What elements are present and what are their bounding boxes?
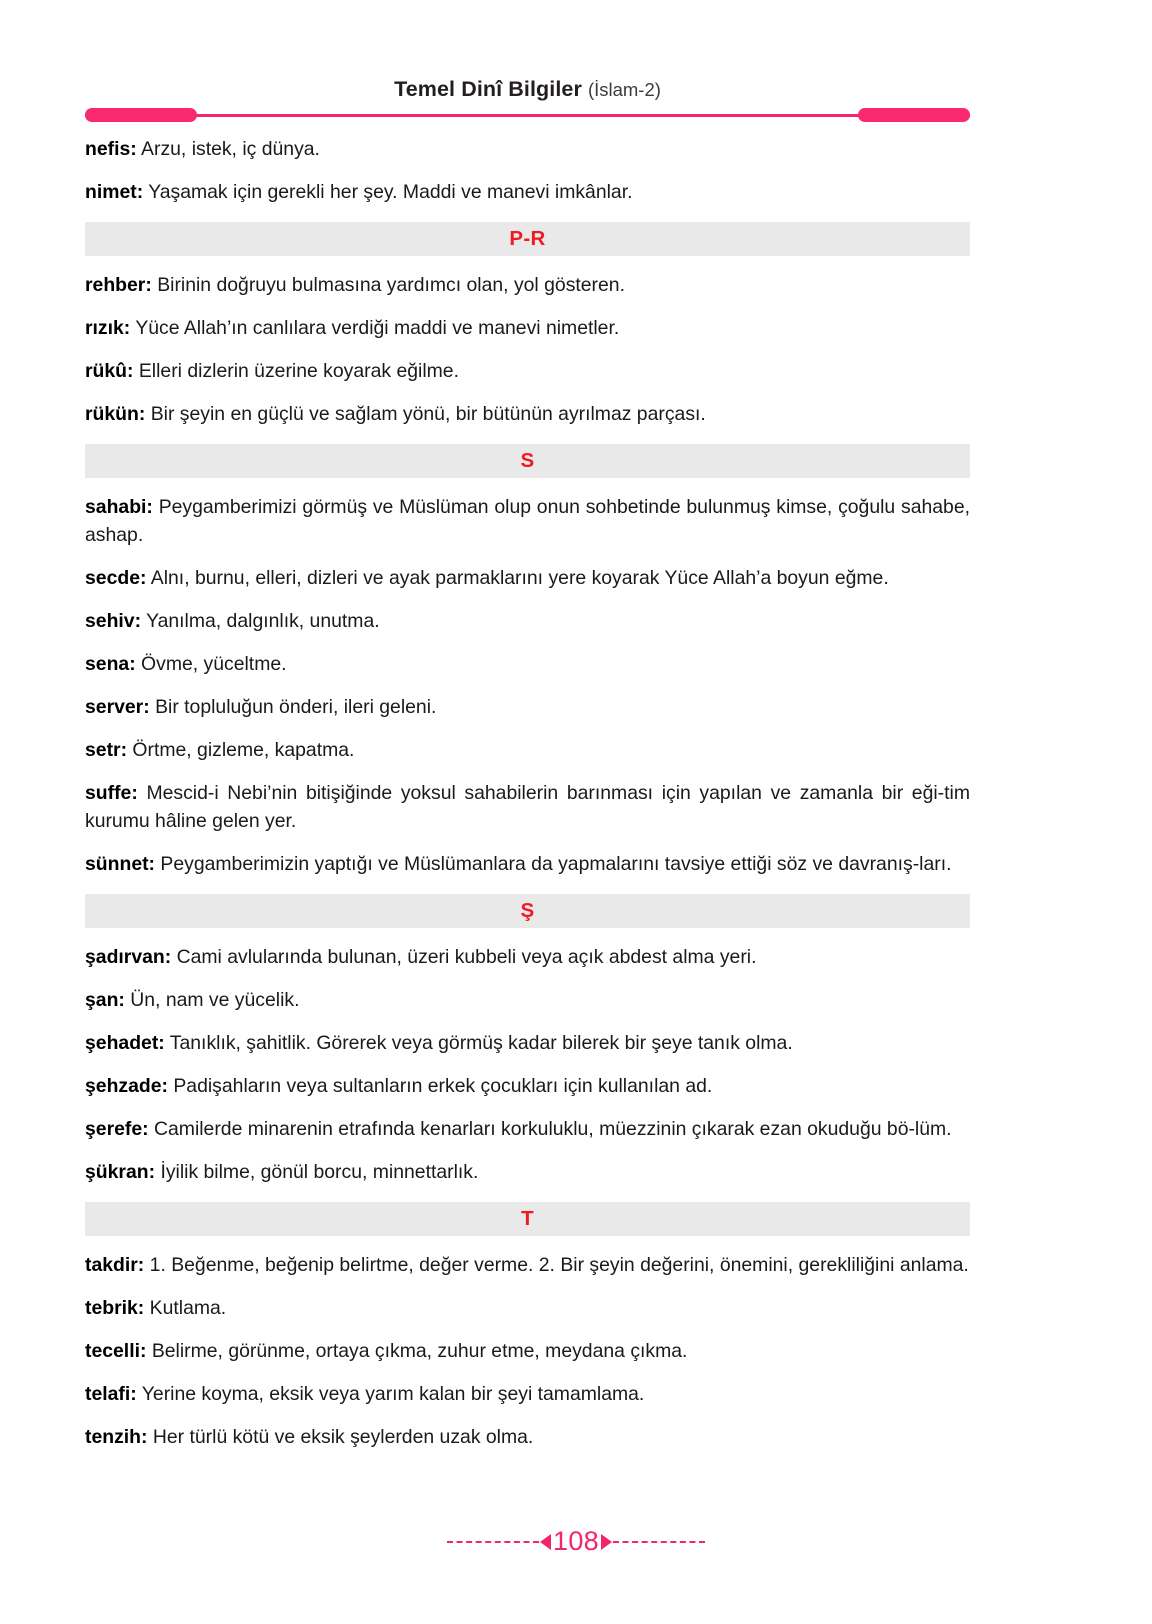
glossary-entry [85, 1030, 970, 1058]
glossary-term: şehadet: [85, 1031, 165, 1054]
running-head [85, 78, 970, 102]
glossary-term: şerefe: [85, 1117, 149, 1140]
glossary-term: tecelli: [85, 1340, 147, 1363]
section-letter: T [521, 1206, 534, 1230]
glossary-entry [85, 608, 970, 636]
glossary-entry [85, 987, 970, 1015]
glossary-term: server: [85, 696, 150, 719]
glossary-entry [85, 780, 970, 835]
running-head-text [85, 78, 970, 102]
glossary-entry [85, 565, 970, 593]
glossary-entry [85, 1073, 970, 1101]
glossary-definition: Övme, yüceltme. [141, 652, 287, 675]
section-letter: S [520, 449, 535, 473]
section-band-wrapper [85, 894, 970, 928]
glossary-term: şadırvan: [85, 945, 172, 968]
glossary-term: telafi: [85, 1383, 137, 1406]
glossary-entry [85, 401, 970, 429]
glossary-definition: Ün, nam ve yücelik. [130, 988, 300, 1011]
glossary-definition: Tanıklık, şahitlik. Görerek veya görmüş kadar bilerek bir şeye tanık olma. [169, 1031, 793, 1054]
glossary-term: rükün: [85, 403, 146, 426]
section-band [85, 894, 970, 928]
glossary-term: secde: [85, 566, 147, 589]
glossary-entry [85, 358, 970, 386]
glossary-definition: Kutlama. [149, 1297, 227, 1320]
glossary-definition: Örtme, gizleme, kapatma. [132, 739, 355, 762]
glossary-definition: Arzu, istek, iç dünya. [141, 138, 320, 160]
footer-dash-left [447, 1541, 539, 1543]
glossary-entry [85, 651, 970, 679]
glossary-term: setr: [85, 739, 128, 762]
glossary-term: nimet: [85, 181, 144, 204]
glossary-entry [85, 1381, 970, 1409]
glossary-definition: Yüce Allah’ın canlılara verdiği maddi ve manevi nimetler. [135, 317, 620, 340]
glossary-term: sahabi: [85, 496, 153, 519]
section-band [85, 444, 970, 478]
glossary-term: rehber: [85, 274, 152, 297]
glossary-entry [85, 1159, 970, 1187]
page-footer [0, 1528, 1152, 1555]
glossary-entry [85, 1424, 970, 1452]
glossary-term: sehiv: [85, 609, 142, 632]
glossary-entry [85, 315, 970, 343]
header-rule [85, 108, 970, 122]
glossary-entry [85, 1295, 970, 1323]
glossary-content [85, 136, 970, 1467]
header-rule-cap-left [85, 108, 197, 122]
glossary-term: şükran: [85, 1160, 156, 1183]
section-band-wrapper [85, 222, 970, 256]
glossary-term: şan: [85, 988, 125, 1011]
glossary-entry [85, 737, 970, 765]
footer-arrow-right-icon [601, 1534, 612, 1550]
book-subtitle: (İslam-2) [587, 79, 661, 100]
footer-dash-right [613, 1541, 705, 1543]
glossary-entry [85, 1116, 970, 1144]
glossary-definition: Peygamberimizin yaptığı ve Müslümanlara da yapmalarını tavsiye ettiği söz ve davranış-ları. [160, 852, 952, 875]
glossary-definition: Yerine koyma, eksik veya yarım kalan bir şeyi tamamlama. [141, 1383, 645, 1406]
glossary-term: nefis: [85, 138, 137, 160]
section-band-wrapper [85, 1202, 970, 1236]
book-title: Temel Dinî Bilgiler [394, 77, 582, 101]
glossary-entry [85, 179, 970, 207]
section-band [85, 1202, 970, 1236]
glossary-term: sünnet: [85, 852, 156, 875]
glossary-term: şehzade: [85, 1074, 168, 1097]
section-band [85, 222, 970, 256]
glossary-definition: Alnı, burnu, elleri, dizleri ve ayak parmaklarını yere koyarak Yüce Allah’a boyun eğme. [150, 566, 889, 589]
glossary-definition: Belirme, görünme, ortaya çıkma, zuhur etme, meydana çıkma. [151, 1340, 688, 1363]
glossary-definition: Yaşamak için gerekli her şey. Maddi ve manevi imkânlar. [148, 181, 633, 204]
glossary-definition: Her türlü kötü ve eksik şeylerden uzak olma. [152, 1426, 534, 1449]
glossary-definition: Birinin doğruyu bulmasına yardımcı olan, yol gösteren. [157, 274, 625, 297]
glossary-definition: Camilerde minarenin etrafında kenarları korkuluklu, müezzinin çıkarak ezan okuduğu bö-lüm. [154, 1117, 952, 1140]
glossary-term: tenzih: [85, 1426, 148, 1449]
page-number: 108 [553, 1526, 599, 1556]
glossary-definition: Cami avlularında bulunan, üzeri kubbeli veya açık abdest alma yeri. [176, 945, 757, 968]
glossary-definition: Elleri dizlerin üzerine koyarak eğilme. [138, 360, 459, 383]
glossary-term: suffe: [85, 782, 138, 805]
glossary-definition: Yanılma, dalgınlık, unutma. [146, 609, 380, 632]
glossary-entry [85, 1252, 970, 1280]
glossary-definition: Mescid-i Nebi’nin bitişiğinde yoksul sahabilerin barınması için yapılan ve zamanla bir eği-tim kurumu hâline gelen yer. [85, 782, 970, 832]
glossary-definition: Bir şeyin en güçlü ve sağlam yönü, bir bütünün ayrılmaz parçası. [150, 403, 706, 426]
glossary-term: sena: [85, 652, 136, 675]
glossary-entry [85, 944, 970, 972]
section-letter: P-R [509, 226, 546, 250]
glossary-definition: Peygamberimizi görmüş ve Müslüman olup onun sohbetinde bulunmuş kimse, çoğulu sahabe, ashap. [85, 496, 970, 546]
glossary-entry [85, 494, 970, 549]
glossary-definition: 1. Beğenme, beğenip belirtme, değer verme. 2. Bir şeyin değerini, önemini, gerekliliğini anlama. [149, 1254, 969, 1277]
glossary-entry [85, 851, 970, 879]
glossary-definition: Bir topluluğun önderi, ileri geleni. [155, 696, 437, 719]
header-rule-line [85, 114, 970, 117]
glossary-definition: Padişahların veya sultanların erkek çocukları için kullanılan ad. [173, 1074, 713, 1097]
glossary-term: rükû: [85, 360, 134, 383]
glossary-entry [85, 1338, 970, 1366]
glossary-entry [85, 272, 970, 300]
glossary-term: takdir: [85, 1254, 145, 1277]
header-rule-cap-right [858, 108, 970, 122]
glossary-definition: İyilik bilme, gönül borcu, minnettarlık. [160, 1160, 479, 1183]
glossary-term: tebrik: [85, 1297, 145, 1320]
footer-arrow-left-icon [540, 1534, 551, 1550]
glossary-entry [85, 136, 970, 164]
section-letter: Ş [520, 898, 535, 922]
section-band-wrapper [85, 444, 970, 478]
glossary-term: rızık: [85, 317, 131, 340]
glossary-entry [85, 694, 970, 722]
